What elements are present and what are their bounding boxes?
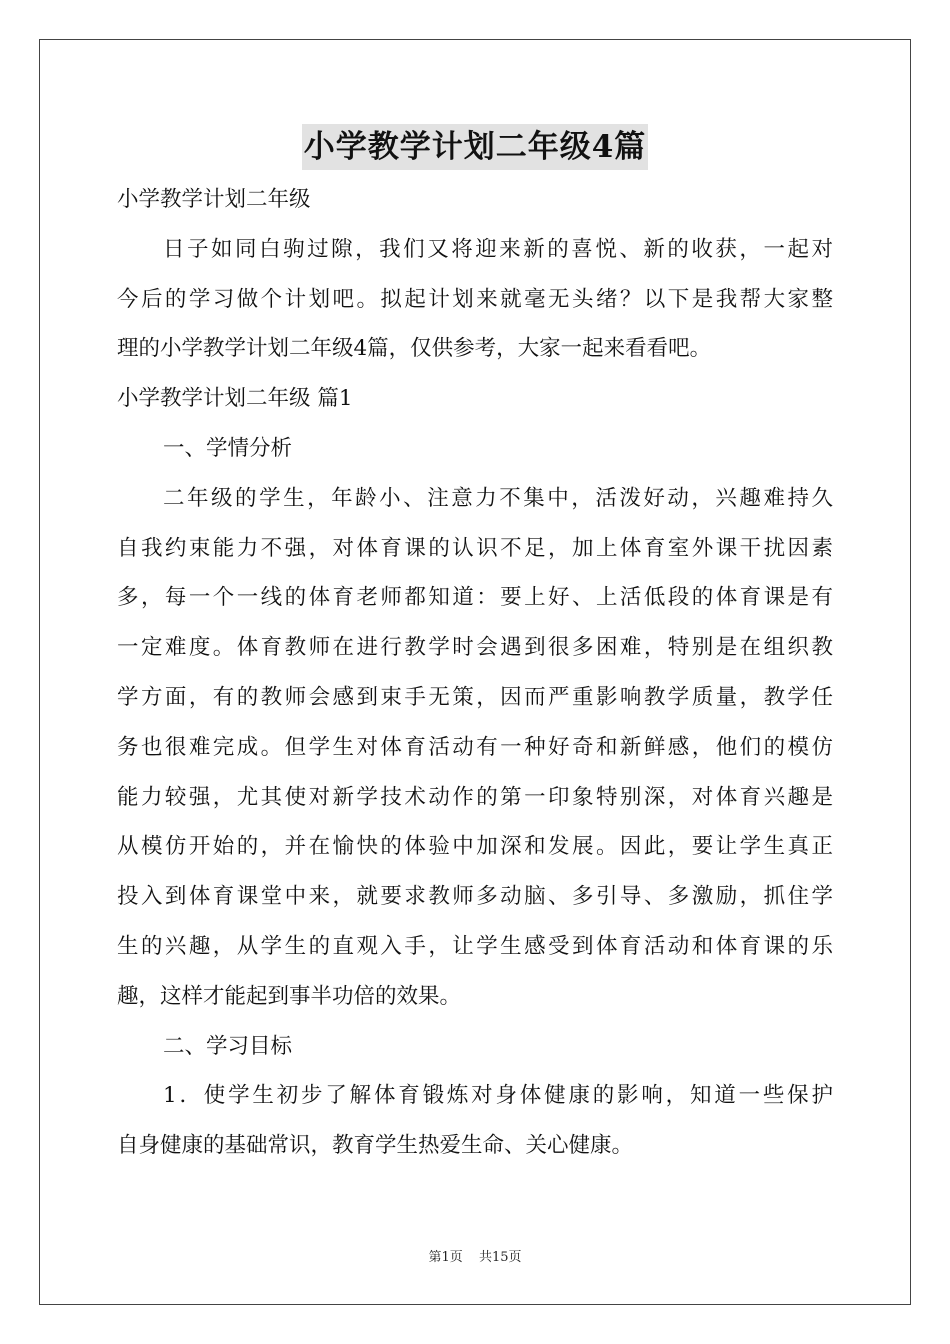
paragraph-line: 自我约束能力不强，对体育课的认识不足，加上体育室外课干扰因素: [117, 535, 833, 561]
paragraph-line: 学方面，有的教师会感到束手无策，因而严重影响教学质量，教学任: [117, 684, 833, 710]
title-container: [0, 124, 950, 170]
paragraph-line: 理的小学教学计划二年级4篇，仅供参考，大家一起来看看吧。: [117, 336, 712, 362]
page-total: 共15页: [478, 1250, 522, 1265]
paragraph-line: 多，每一个一线的体育老师都知道：要上好、上活低段的体育课是有: [117, 585, 833, 611]
page-number: 第1页: [428, 1250, 463, 1265]
paragraph-line: 自身健康的基础常识，教育学生热爱生命、关心健康。: [117, 1133, 634, 1159]
document-body: [117, 175, 833, 1171]
subsection-heading: 一、学情分析: [163, 435, 293, 461]
paragraph-line: 投入到体育课堂中来，就要求教师多动脑、多引导、多激励，抓住学: [117, 884, 833, 910]
paragraph-line: 一定难度。体育教师在进行教学时会遇到很多困难，特别是在组织教: [117, 635, 833, 661]
subsection-heading: 二、学习目标: [163, 1033, 293, 1059]
section-heading: 小学教学计划二年级 篇1: [117, 386, 353, 412]
section-heading: 小学教学计划二年级: [117, 187, 311, 212]
paragraph-line: 1．使学生初步了解体育锻炼对身体健康的影响，知道一些保护: [163, 1083, 833, 1109]
document-title: 小学教学计划二年级4篇: [302, 124, 649, 170]
page-footer: [0, 1246, 950, 1265]
paragraph-line: 趣，这样才能起到事半功倍的效果。: [117, 983, 462, 1009]
paragraph-line: 能力较强，尤其使对新学技术动作的第一印象特别深，对体育兴趣是: [117, 784, 833, 810]
paragraph-line: 今后的学习做个计划吧。拟起计划来就毫无头绪？以下是我帮大家整: [117, 286, 833, 312]
paragraph-line: 务也很难完成。但学生对体育活动有一种好奇和新鲜感，他们的模仿: [117, 734, 833, 760]
paragraph-line: 日子如同白驹过隙，我们又将迎来新的喜悦、新的收获，一起对: [163, 236, 833, 262]
paragraph-line: 二年级的学生，年龄小、注意力不集中，活泼好动，兴趣难持久: [163, 485, 833, 511]
paragraph-line: 从模仿开始的，并在愉快的体验中加深和发展。因此，要让学生真正: [117, 834, 833, 860]
paragraph-line: 生的兴趣，从学生的直观入手，让学生感受到体育活动和体育课的乐: [117, 933, 833, 959]
